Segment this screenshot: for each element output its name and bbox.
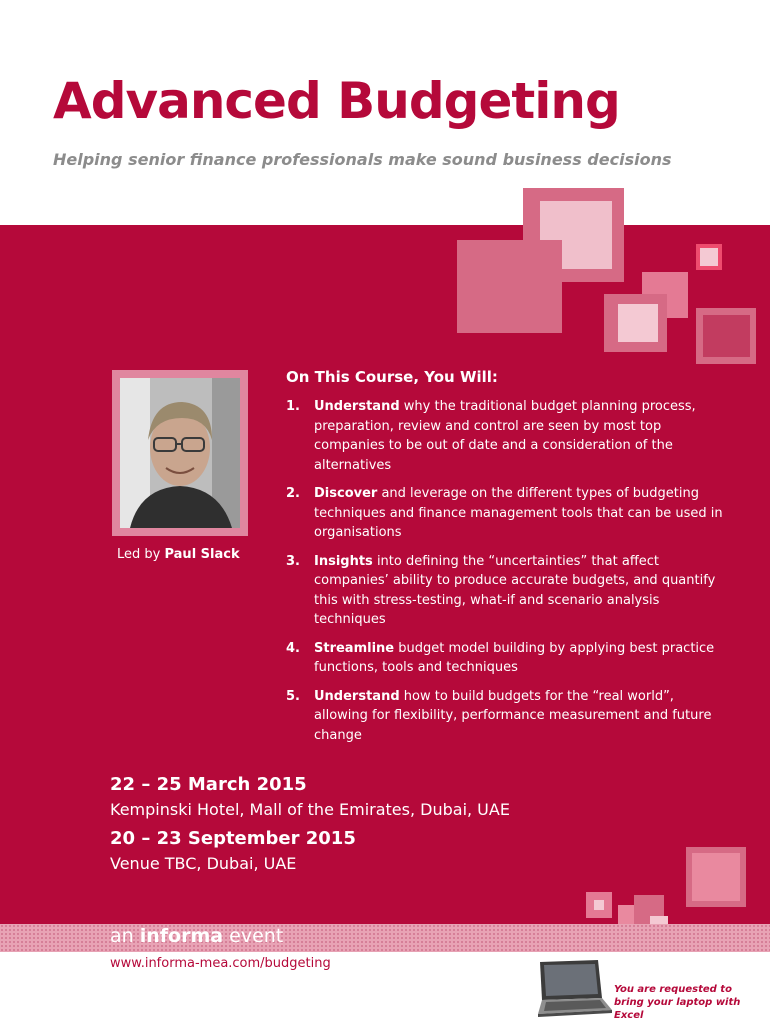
list-keyword: Understand — [314, 399, 400, 414]
list-keyword: Discover — [314, 486, 378, 501]
page-title: Advanced Budgeting — [53, 72, 620, 130]
informa-prefix: an — [110, 925, 134, 947]
photo-frame — [112, 370, 248, 536]
list-number: 1. — [286, 399, 300, 414]
informa-tagline — [110, 925, 283, 947]
list-text: and leverage on the different types of budgeting techniques and finance management tools that can be used in organisations — [314, 486, 723, 540]
list-keyword: Insights — [314, 553, 373, 569]
led-by-prefix: Led by — [117, 547, 161, 562]
course-heading: On This Course, You Will: — [286, 368, 498, 386]
event-venue-1: Kempinski Hotel, Mall of the Emirates, Dubai, UAE — [110, 800, 510, 819]
event-date-2: 20 – 23 September 2015 — [110, 828, 356, 849]
list-text: how to build budgets for the “real world”, allowing for flexibility, performance measurement and future change — [314, 688, 712, 743]
list-item — [286, 552, 726, 630]
list-keyword: Understand — [314, 688, 400, 704]
event-venue-2: Venue TBC, Dubai, UAE — [110, 854, 297, 873]
course-list — [286, 397, 726, 754]
presenter-name: Paul Slack — [164, 547, 240, 562]
informa-brand: informa — [139, 925, 224, 947]
list-keyword: Streamline — [314, 640, 395, 656]
presenter-photo — [120, 378, 240, 528]
page-subtitle: Helping senior finance professionals make sound business decisions — [53, 150, 672, 169]
list-number: 3. — [286, 553, 300, 569]
website-link[interactable]: www.informa-mea.com/budgeting — [110, 956, 331, 971]
list-number: 4. — [286, 640, 300, 656]
list-number: 5. — [286, 688, 300, 704]
list-text: budget model building by applying best practice functions, tools and techniques — [314, 640, 715, 675]
laptop-note: You are requested to bring your laptop with Excel — [614, 984, 741, 1021]
list-item — [286, 687, 726, 746]
laptop-icon — [532, 960, 612, 1018]
list-item — [286, 397, 726, 475]
led-by-caption — [117, 547, 267, 562]
list-item — [286, 484, 726, 543]
list-number: 2. — [286, 486, 300, 501]
informa-suffix: event — [229, 925, 284, 947]
event-date-1: 22 – 25 March 2015 — [110, 774, 307, 795]
list-text: why the traditional budget planning process, preparation, review and control are seen by most top companies to be out of date and a consideration of the alternatives — [314, 399, 696, 473]
list-item — [286, 639, 726, 678]
list-text: into defining the “uncertainties” that affect companies’ ability to produce accurate budgets, and quantify this with stress-testing, what-if and scenario analysis techniques — [314, 553, 716, 627]
